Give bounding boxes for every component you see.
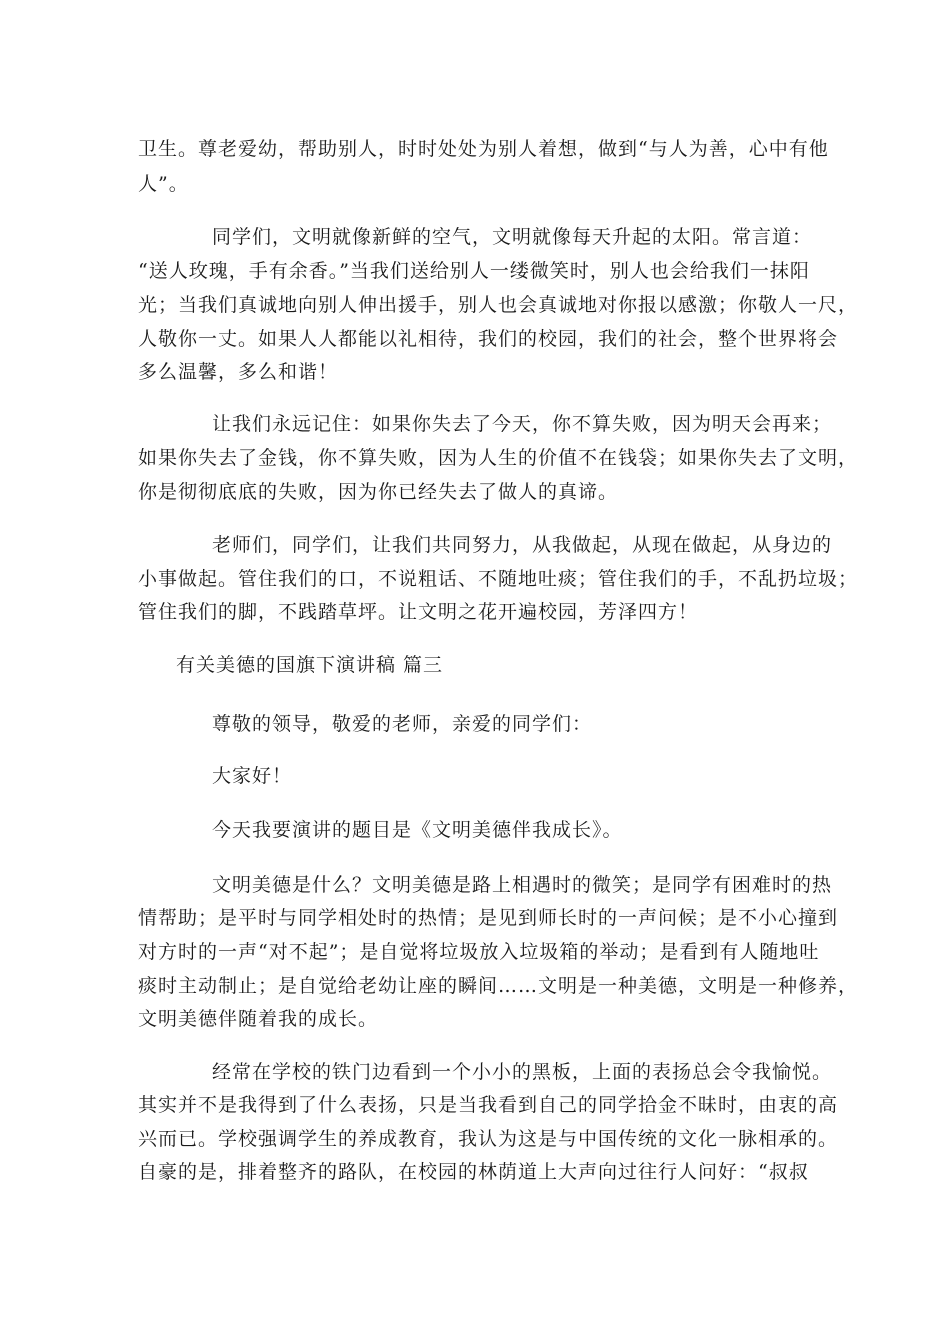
speech-title-line: 今天我要演讲的题目是《文明美德伴我成长》。	[212, 819, 623, 841]
paragraph-first-line: 老师们，同学们，让我们共同努力，从我做起，从现在做起，从身边的	[212, 534, 833, 556]
text-line: 文明美德伴随着我的成长。	[138, 1008, 379, 1030]
text-line: 小事做起。管住我们的口，不说粗话、不随地吐痰；管住我们的手，不乱扔垃圾；	[138, 568, 859, 590]
text-line: 情帮助；是平时与同学相处时的热情；是见到师长时的一声问候；是不小心撞到	[138, 907, 839, 929]
salutation: 尊敬的领导，敬爱的老师，亲爱的同学们：	[212, 713, 593, 735]
text-line: 人敬你一丈。如果人人都能以礼相待，我们的校园，我们的社会，整个世界将会	[138, 328, 839, 350]
text-line: 痰时主动制止；是自觉给老幼让座的瞬间……文明是一种美德，文明是一种修养，	[138, 975, 859, 997]
text-line: 管住我们的脚，不践踏草坪。让文明之花开遍校园，芳泽四方！	[138, 601, 699, 623]
text-line: 其实并不是我得到了什么表扬，只是当我看到自己的同学拾金不昧时，由衷的高	[138, 1094, 839, 1116]
section-heading: 有关美德的国旗下演讲稿 篇三	[176, 654, 444, 676]
text-line: 光；当我们真诚地向别人伸出援手，别人也会真诚地对你报以感激；你敬人一尺，	[138, 294, 859, 316]
paragraph-first-line: 让我们永远记住：如果你失去了今天，你不算失败，因为明天会再来；	[212, 413, 833, 435]
text-line: 兴而已。学校强调学生的养成教育，我认为这是与中国传统的文化一脉相承的。	[138, 1128, 839, 1150]
text-line: “送人玫瑰，手有余香。”当我们送给别人一缕微笑时，别人也会给我们一抹阳	[138, 260, 810, 282]
text-line: 人”。	[138, 173, 189, 195]
paragraph-first-line: 经常在学校的铁门边看到一个小小的黑板，上面的表扬总会令我愉悦。	[212, 1061, 833, 1083]
greeting: 大家好！	[212, 765, 293, 787]
paragraph-first-line: 文明美德是什么？文明美德是路上相遇时的微笑；是同学有困难时的热	[212, 874, 833, 896]
text-line: 多么温馨，多么和谐！	[138, 361, 339, 383]
text-line: 卫生。尊老爱幼，帮助别人，时时处处为别人着想，做到“与人为善，心中有他	[138, 138, 829, 160]
paragraph-first-line: 同学们，文明就像新鲜的空气，文明就像每天升起的太阳。常言道：	[212, 226, 813, 248]
text-line: 你是彻彻底底的失败，因为你已经失去了做人的真谛。	[138, 481, 619, 503]
text-line: 如果你失去了金钱，你不算失败，因为人生的价值不在钱袋；如果你失去了文明，	[138, 447, 859, 469]
text-line: 对方时的一声“对不起”；是自觉将垃圾放入垃圾箱的举动；是看到有人随地吐	[138, 941, 820, 963]
text-line: 自豪的是，排着整齐的路队，在校园的林荫道上大声向过往行人问好：“叔叔	[138, 1161, 809, 1183]
